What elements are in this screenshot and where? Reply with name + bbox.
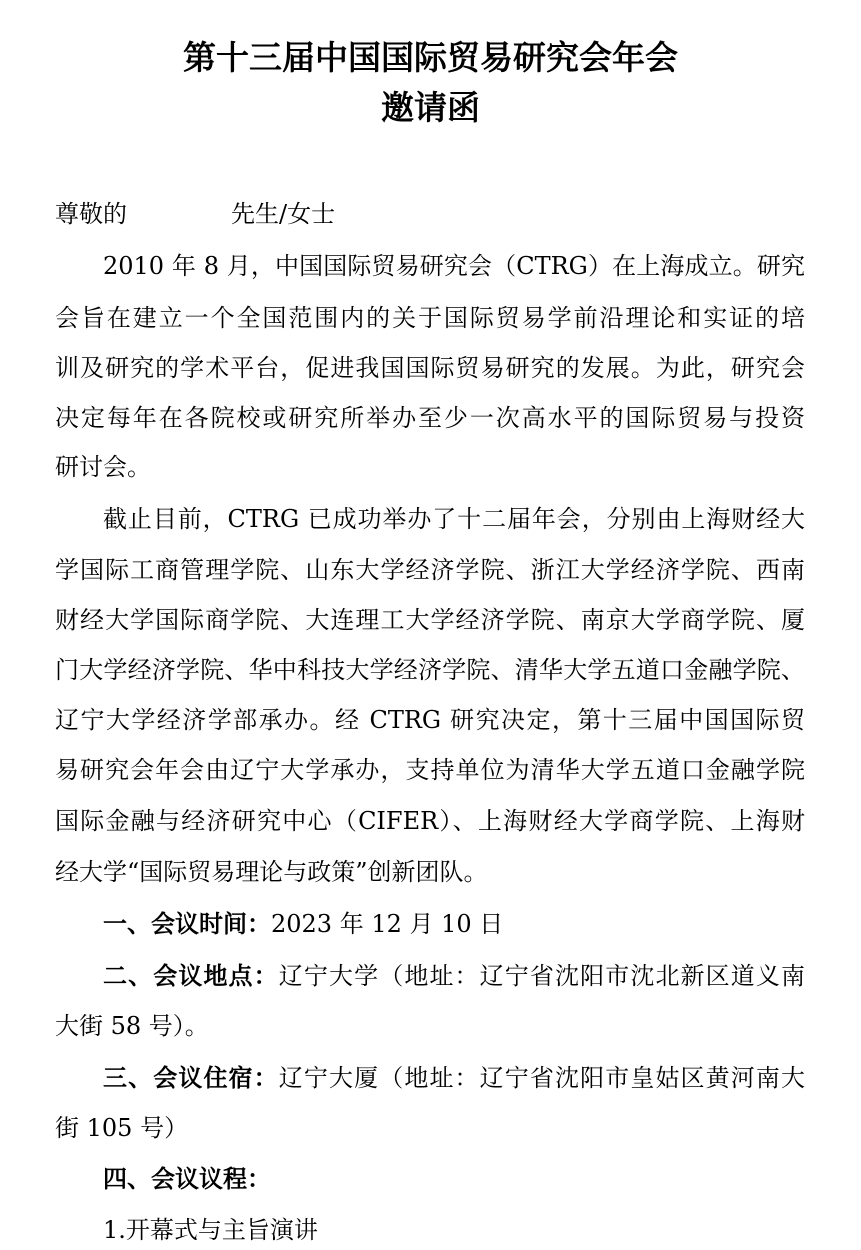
- paragraph-line: 国际金融与经济研究中心（CIFER）、上海财经大学商学院、上海财: [55, 807, 805, 835]
- paragraph-line: 训及研究的学术平台，促进我国国际贸易研究的发展。为此，研究会: [55, 354, 805, 382]
- paragraph-line: 会旨在建立一个全国范围内的关于国际贸易学前沿理论和实证的培: [55, 304, 805, 332]
- paragraph-line: 辽宁大学经济学部承办。经 CTRG 研究决定，第十三届中国国际贸: [55, 706, 805, 734]
- section-label: 一、会议时间：: [103, 910, 271, 938]
- section-value-continuation: 大街 58 号）。: [55, 1012, 209, 1040]
- section-value: 辽宁大学（地址：辽宁省沈阳市沈北新区道义南: [278, 962, 806, 990]
- section-label: 二、会议地点：: [103, 962, 279, 990]
- document-subtitle: 邀请函: [381, 88, 480, 127]
- document-title: 第十三届中国国际贸易研究会年会: [183, 38, 678, 77]
- salutation-prefix: 尊敬的: [55, 200, 127, 228]
- section-label: 四、会议议程：: [103, 1165, 271, 1193]
- salutation-suffix: 先生/女士: [231, 200, 336, 228]
- paragraph-line: 经大学“国际贸易理论与政策”创新团队。: [55, 858, 488, 886]
- section-value: 2023 年 12 月 10 日: [271, 910, 504, 938]
- paragraph-line: 研讨会。: [55, 453, 151, 481]
- salutation: [55, 198, 805, 230]
- section-value: 辽宁大厦（地址：辽宁省沈阳市皇姑区黄河南大: [278, 1064, 806, 1092]
- section-meeting-venue: [103, 960, 805, 992]
- section-label: 三、会议住宿：: [103, 1064, 279, 1092]
- section-agenda: [103, 1163, 805, 1195]
- paragraph-line: 2010 年 8 月，中国国际贸易研究会（CTRG）在上海成立。研究: [103, 252, 805, 280]
- paragraph-line: 决定每年在各院校或研究所举办至少一次高水平的国际贸易与投资: [55, 404, 805, 432]
- agenda-item: 1.开幕式与主旨演讲: [103, 1216, 318, 1244]
- paragraph-line: 截止目前，CTRG 已成功举办了十二届年会，分别由上海财经大: [103, 505, 805, 533]
- section-value-continuation: 街 105 号）: [55, 1114, 189, 1142]
- section-meeting-time: [103, 908, 805, 940]
- paragraph-line: 财经大学国际商学院、大连理工大学经济学院、南京大学商学院、厦: [55, 606, 805, 634]
- section-accommodation: [103, 1062, 805, 1094]
- paragraph-line: 学国际工商管理学院、山东大学经济学院、浙江大学经济学院、西南: [55, 556, 805, 584]
- paragraph-line: 易研究会年会由辽宁大学承办，支持单位为清华大学五道口金融学院: [55, 756, 805, 784]
- paragraph-line: 门大学经济学院、华中科技大学经济学院、清华大学五道口金融学院、: [55, 656, 805, 684]
